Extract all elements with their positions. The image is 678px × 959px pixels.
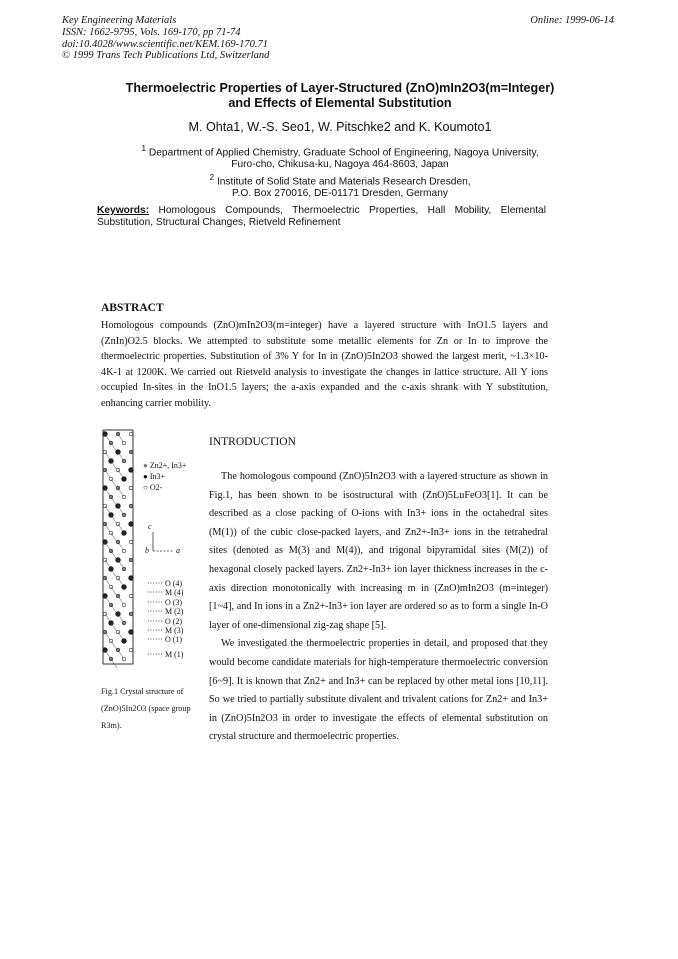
axis-b-label: b: [145, 546, 149, 555]
site-label: O (3): [164, 597, 183, 607]
introduction-paragraph-2: We investigated the thermoelectric properties in detail, and proposed that they would become candidate materials for high-temperature thermoelectric conversion [6~9]. It is known that Zn2+ and In3+ can be replaced by other metal ions [10,11]. So we tried to partially substitute divalent and trivalent cations for Zn2+ and In3+ in (ZnO)5In2O3 in order to investigate the effects of elemental substitution on crystal structure and thermoelectric properties.: [209, 638, 548, 743]
lattice-atom: [129, 486, 133, 490]
figure-caption: Fig.1 Crystal structure of (ZnO)5In2O3 (space group R3m).: [101, 687, 191, 730]
abstract-heading: ABSTRACT: [101, 302, 164, 314]
lattice-bond: [111, 641, 117, 650]
site-labels: ······ O (4) ······ M (4) ······ O (3) ······ M (2) ······ O (2) ······ M (3) ······ O (1) ······ M (1): [147, 579, 184, 659]
site-label: M (4): [164, 588, 184, 598]
introduction-paragraph-1: The homologous compound (ZnO)5In2O3 with a layered structure as shown in Fig.1, has been shown to be isostructural with (ZnO)5LuFeO3[1]. It can be described as a close packing of O-ions with In3+ ions in the octahedral sites (M(1)) of the cubic close-packed layers, and Zn2+-In3+ ions in the tetrahedral sites (denoted as M(3) and M(4)), and trigonal bipyramidal sites (M(2)) of hexagonal closely packed layers. Zn2+-In3+ ion layer thickness increases in the c-axis direction monotonically with increasing m in (ZnO)mIn2O3 (m=integer) [1~4], and In ions in a Zn2+-In3+ ion layer are ordered so as to form a single In-O layer of one-dimensional zig-zag shape [5].: [209, 471, 548, 631]
legend-in: In3+: [149, 472, 166, 481]
lattice-atom: [122, 657, 126, 661]
lattice-bond: [111, 623, 117, 632]
crystal-structure-figure: [97, 424, 212, 690]
lattice-atom: [122, 495, 126, 499]
lattice-atom: [129, 558, 133, 562]
introduction-heading: INTRODUCTION: [209, 436, 296, 448]
lattice-atom: [122, 603, 126, 607]
title-line-2: and Effects of Elemental Substitution: [228, 96, 452, 110]
site-label: M (3): [164, 626, 184, 636]
site-label: M (2): [164, 607, 184, 617]
lattice-atom: [122, 621, 126, 625]
lattice-atom: [122, 549, 126, 553]
affiliation-2-number: 2: [209, 172, 215, 182]
affiliation-1-line-1: Department of Applied Chemistry, Graduate School of Engineering, Nagoya University,: [148, 147, 539, 159]
site-label: O (4): [164, 579, 183, 588]
lattice-atom: [122, 531, 127, 536]
lattice-atom: [122, 639, 127, 644]
site-label: M (1): [164, 649, 184, 659]
lattice-bond: [111, 587, 117, 596]
axis-c-label: c: [148, 522, 152, 531]
issn-line: ISSN: 1662-9795, Vols. 169-170, pp 71-74: [62, 26, 241, 38]
lattice-bond: [111, 569, 117, 578]
legend-o: O2-: [149, 483, 163, 492]
lattice-atom: [129, 630, 134, 635]
lattice-atom: [122, 567, 126, 571]
lattice-atom: [129, 522, 134, 527]
copyright-line: © 1999 Trans Tech Publications Ltd, Switzerland: [62, 50, 270, 62]
site-label: O (1): [164, 635, 183, 645]
lattice-atom: [129, 450, 133, 454]
affiliation-2-line-1: Institute of Solid State and Materials Research Dresden,: [216, 176, 471, 188]
lattice-bond: [111, 533, 117, 542]
doi-line: doi:10.4028/www.scientific.net/KEM.169-170.71: [62, 38, 268, 50]
lattice-bond: [111, 461, 117, 470]
lattice-atom: [122, 477, 127, 482]
paper-title: [60, 81, 620, 111]
journal-header: [62, 15, 269, 62]
keywords-label: Keywords:: [97, 205, 150, 216]
lattice-atom: [122, 441, 126, 445]
journal-name: Key Engineering Materials: [62, 15, 177, 26]
author-list: M. Ohta1, W.-S. Seo1, W. Pitschke2 and K. Koumoto1: [188, 120, 492, 134]
affiliation-2: [60, 171, 620, 200]
lattice-atom: [129, 432, 133, 436]
axis-a-label: a: [176, 546, 180, 555]
online-date: Online: 1999-06-14: [530, 15, 614, 26]
affiliation-1-line-2: Furo-cho, Chikusa-ku, Nagoya 464-8603, Japan: [231, 159, 449, 171]
lattice-atom: [129, 468, 134, 473]
lattice-atoms: [103, 432, 134, 668]
lattice-atom: [129, 648, 133, 652]
legend-zn-in: Zn2+, In3+: [149, 461, 187, 470]
lattice-bond: [111, 479, 117, 488]
lattice-atom: [129, 576, 134, 581]
lattice-bond: [111, 515, 117, 524]
title-line-1: Thermoelectric Properties of Layer-Structured (ZnO)mIn2O3(m=Integer): [125, 81, 555, 95]
keywords-block: [97, 205, 546, 229]
lattice-atom: [129, 540, 133, 544]
site-label: O (2): [164, 616, 183, 626]
lattice-atom: [129, 504, 133, 508]
affiliation-1: [60, 142, 620, 171]
introduction-body: [209, 468, 548, 747]
affiliation-2-line-2: P.O. Box 270016, DE-01171 Dresden, Germany: [232, 188, 448, 200]
keywords-text: Homologous Compounds, Thermoelectric Properties, Hall Mobility, Elemental Substitution, Structural Changes, Rietveld Refinement: [97, 205, 546, 228]
lattice-atom: [129, 612, 133, 616]
lattice-atom: [122, 513, 126, 517]
lattice-atom: [122, 585, 127, 590]
abstract-text: Homologous compounds (ZnO)mIn2O3(m=integer) have a layered structure with InO1.5 layers and (ZnIn)O2.5 blocks. We attempted to substitute some metallic elements for Zn or In to improve the thermoelectric properties. Substitution of 3% Y for In in (ZnO)5In2O3 showed the largest merit, ~1.3×10-4K-1 at 1200K. We carried out Rietveld analysis to investigate the changes in lattice structure. All Y ions occupied In-sites in the InO1.5 layers; the a-axis expanded and the c-axis shrank with Y substitution, enhancing carrier mobility.: [101, 320, 548, 409]
affiliation-1-number: 1: [141, 143, 147, 153]
lattice-atom: [122, 459, 126, 463]
lattice-atom: [129, 594, 133, 598]
figure-legend: ● Zn2+, In3+ ● In3+ ○ O2-: [143, 461, 187, 492]
